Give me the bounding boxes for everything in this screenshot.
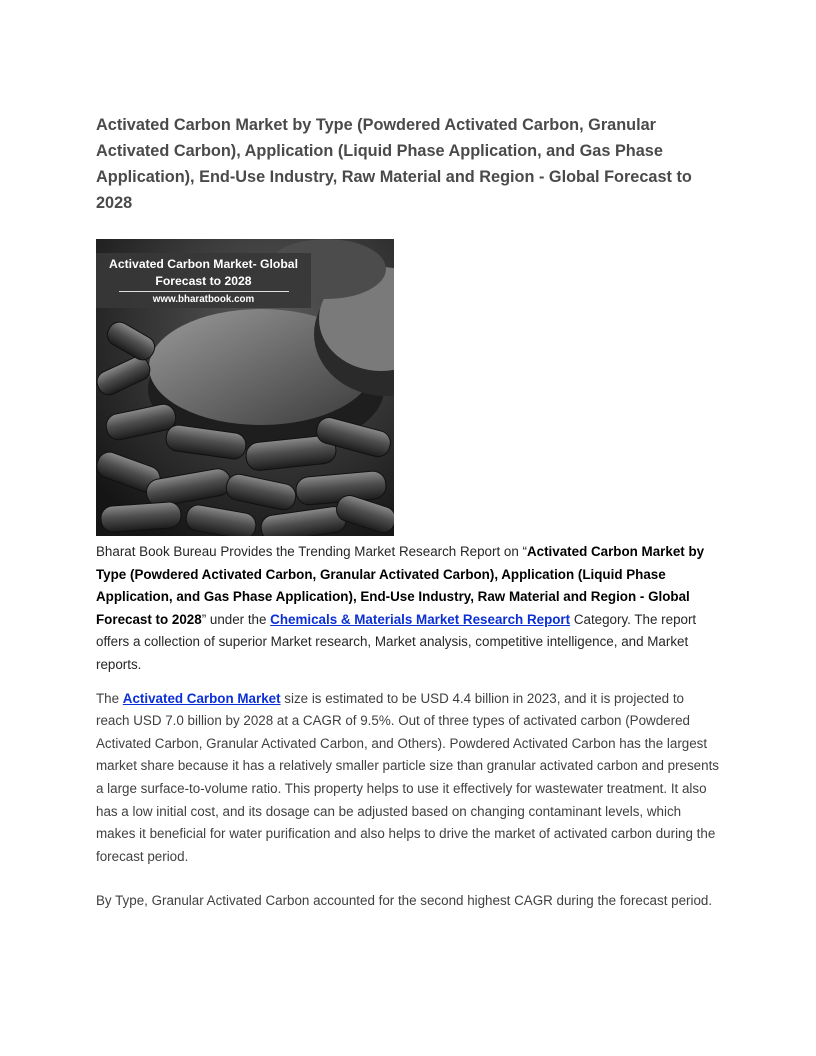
report-title: Activated Carbon Market by Type (Powdered Activated Carbon, Granular Activated Carbon), Application (Liquid Phase Application, and Gas Phase Application), End-Use Industry, Raw Material and Region - Global Forecast to 2028	[96, 116, 692, 212]
intro-tail: Category. The report offers a collection of superior Market research, Market analysis, competitive intelligence, and Market reports.	[96, 611, 697, 672]
market-link[interactable]: Activated Carbon Market	[122, 690, 281, 706]
intro-mid: ” under the	[201, 611, 271, 627]
market-lead: The	[96, 690, 123, 706]
category-link[interactable]: Chemicals & Materials Market Research Report	[270, 611, 571, 627]
document-page	[96, 112, 720, 913]
cover-divider	[119, 291, 289, 292]
intro-report-name: Activated Carbon Market by Type (Powdered Activated Carbon, Granular Activated Carbon), Application (Liquid Phase Application, and Gas Phase Application), End-Use Industry, Raw Material and Region - Global Forecast to 2028	[96, 544, 705, 627]
intro-paragraph	[96, 541, 720, 677]
market-paragraph	[96, 688, 720, 869]
cover-image	[96, 239, 394, 536]
cover-title: Activated Carbon Market- Global Forecast to 2028	[109, 257, 298, 288]
cover-url: www.bharatbook.com	[152, 294, 255, 305]
intro-lead: Bharat Book Bureau Provides the Trending Market Research Report on “	[96, 544, 527, 559]
market-text: size is estimated to be USD 4.4 billion in 2023, and it is projected to reach USD 7.0 billion by 2028 at a CAGR of 9.5%. Out of three types of activated carbon (Powdered Activated Carbon, Granular Activated Carbon, and Others). Powdered Activated Carbon has the largest market share because it has a relatively smaller particle size than granular activated carbon and presents a large surface-to-volume ratio. This property helps to use it effectively for wastewater treatment. It also has a low initial cost, and its dosage can be adjusted based on changing contaminant levels, which makes it beneficial for water purification and also helps to drive the market of activated carbon during the forecast period.	[96, 690, 719, 864]
cover-caption	[96, 253, 311, 308]
by-type-paragraph: By Type, Granular Activated Carbon accounted for the second highest CAGR during the forecast period.	[96, 893, 713, 909]
